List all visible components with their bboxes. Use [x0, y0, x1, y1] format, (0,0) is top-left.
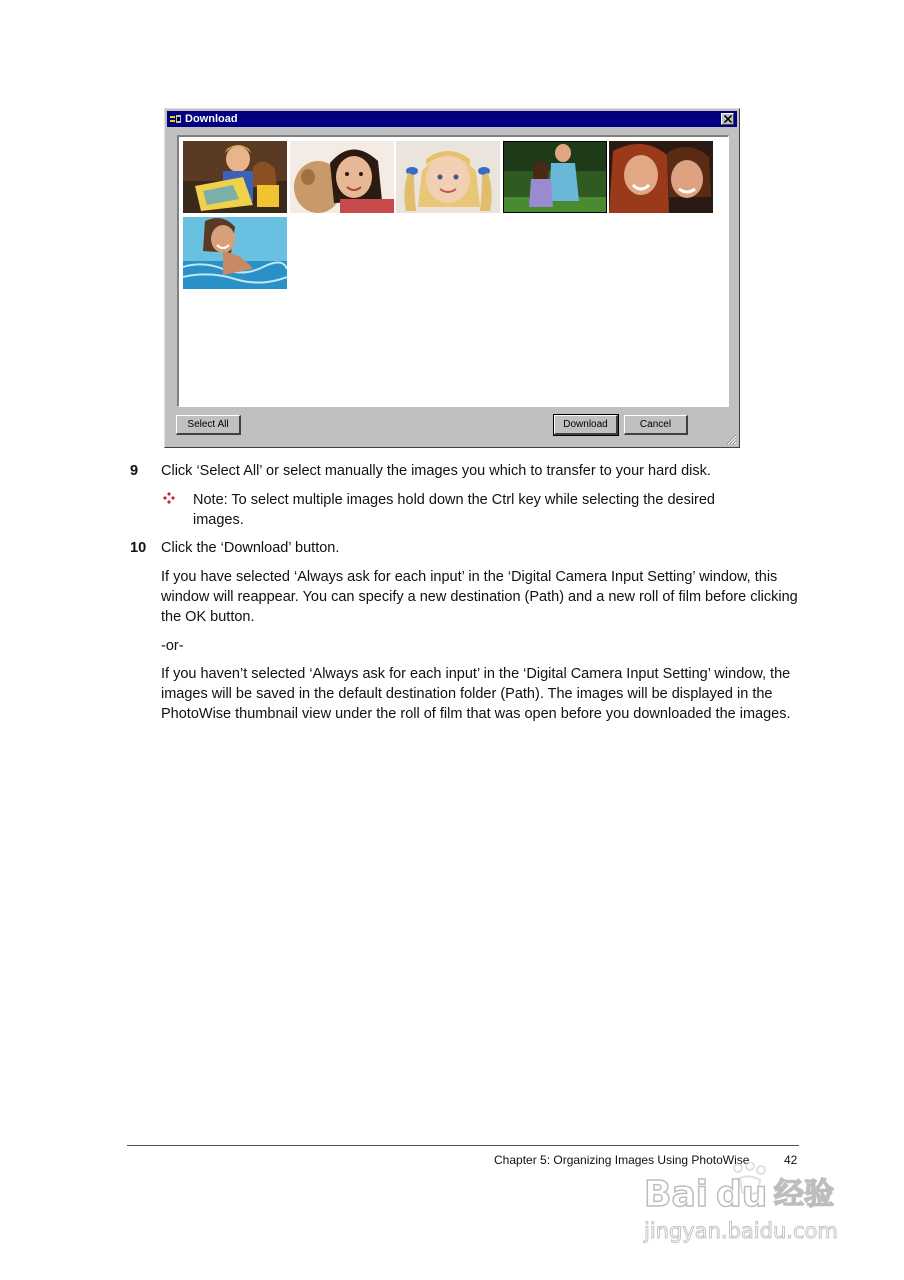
- download-dialog: [164, 108, 740, 448]
- baidu-watermark-logo: [640, 1162, 856, 1248]
- resize-grip-icon[interactable]: [726, 434, 737, 445]
- thumbnail-image[interactable]: [183, 217, 287, 289]
- thumbnail-image[interactable]: [609, 141, 713, 213]
- footer-chapter: Chapter 5: Organizing Images Using PhotoWise: [494, 1153, 750, 1167]
- cancel-button[interactable]: Cancel: [624, 415, 688, 435]
- svg-text:du: du: [716, 1174, 768, 1215]
- step-number: 9: [130, 463, 139, 479]
- thumbnail-image[interactable]: [183, 141, 287, 213]
- note-text: Note: To select multiple images hold down the Ctrl key while selecting the desired images.: [193, 492, 715, 528]
- step-text: Click ‘Select All’ or select manually the images you which to transfer to your hard disk.: [161, 463, 711, 479]
- svg-text:jingyan.baidu.com: jingyan.baidu.com: [644, 1219, 838, 1243]
- window-title: Download: [185, 113, 238, 125]
- thumbnail-pane[interactable]: [177, 135, 729, 407]
- thumbnail-image[interactable]: [396, 141, 500, 213]
- svg-text:Bai: Bai: [644, 1174, 709, 1215]
- select-all-button[interactable]: Select All: [176, 415, 241, 435]
- diamond-bullet-icon: [163, 492, 175, 504]
- paragraph: -or-: [161, 638, 184, 654]
- step-number: 10: [130, 540, 147, 556]
- thumbnail-image[interactable]: [290, 141, 394, 213]
- close-button[interactable]: [721, 113, 734, 125]
- paragraph: If you have selected ‘Always ask for each input’ in the ‘Digital Camera Input Setting’ window, this window will reappear. You can specify a new destination (Path) and a new roll of film before clicking the OK button.: [161, 569, 798, 625]
- step-text: Click the ‘Download’ button.: [161, 540, 340, 556]
- paragraph: If you haven’t selected ‘Always ask for each input’ in the ‘Digital Camera Input Setting’ window, the images will be saved in the default destination folder (Path). The images will be displayed in the PhotoWise thumbnail view under the roll of film that was open before you downloaded the images.: [161, 666, 791, 722]
- download-button[interactable]: Download: [554, 415, 618, 435]
- page-number: 42: [784, 1153, 798, 1167]
- footer-rule: [127, 1145, 799, 1146]
- title-bar: [167, 111, 737, 127]
- svg-text:经验: 经验: [774, 1177, 834, 1212]
- thumbnail-image[interactable]: [503, 141, 607, 213]
- close-icon: [724, 115, 732, 123]
- camera-app-icon: [170, 114, 182, 124]
